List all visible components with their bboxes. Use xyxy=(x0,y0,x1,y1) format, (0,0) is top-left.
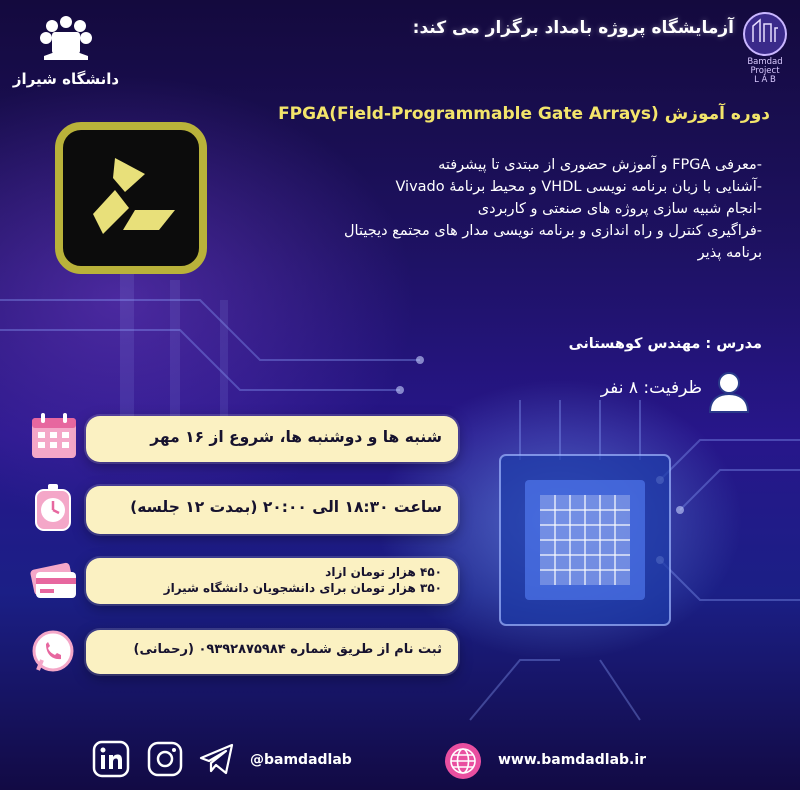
time-pill: ساعت ۱۸:۳۰ الی ۲۰:۰۰ (بمدت ۱۲ جلسه) xyxy=(86,486,458,534)
lab-logo-line-3: L A B xyxy=(754,75,776,85)
schedule-pill: شنبه ها و دوشنبه ها، شروع از ۱۶ مهر xyxy=(86,416,458,462)
price-line-1: ۴۵۰ هزار تومان ازاد xyxy=(325,565,442,579)
description-line-5: برنامه پذیر xyxy=(697,245,762,261)
calendar-icon xyxy=(28,410,80,462)
instagram-icon[interactable] xyxy=(146,740,184,778)
price-line-2: ۳۵۰ هزار تومان برای دانشجویان دانشگاه شیراز xyxy=(163,581,442,595)
capacity-text: ظرفیت: ۸ نفر xyxy=(600,378,702,398)
description-line-2: -آشنایی با زبان برنامه نویسی VHDL و محیط برنامهٔ Vivado xyxy=(395,179,762,195)
lab-logo-line-1: Bamdad xyxy=(747,57,783,67)
vivado-app-icon xyxy=(55,122,207,274)
lab-logo-text xyxy=(733,58,797,85)
course-description xyxy=(262,154,762,264)
shiraz-university-logo xyxy=(12,10,120,98)
person-icon xyxy=(706,368,752,414)
registration-pill: ثبت نام از طریق شماره ۰۹۳۹۲۸۷۵۹۸۴ (رحمانی) xyxy=(86,630,458,674)
chip-illustration xyxy=(500,455,670,625)
globe-icon xyxy=(443,741,483,781)
payment-card-icon xyxy=(28,556,80,606)
description-line-1: -معرفی FPGA و آموزش حضوری از مبتدی تا پیشرفته xyxy=(438,157,762,173)
course-title: دوره آموزش FPGA(Field-Programmable Gate Arrays) xyxy=(278,104,770,124)
header-title: آزمایشگاه پروژه بامداد برگزار می کند: xyxy=(412,18,734,38)
telegram-icon[interactable] xyxy=(198,740,236,778)
description-line-3: -انجام شبیه سازی پروژه های صنعتی و کاربردی xyxy=(477,201,762,217)
description-line-4: -فراگیری کنترل و راه اندازی و برنامه نویسی مدار های مجتمع دیجیتال xyxy=(344,223,762,239)
price-pill xyxy=(86,558,458,604)
whatsapp-icon[interactable] xyxy=(30,628,76,674)
university-logo-text: دانشگاه شیراز xyxy=(12,70,120,88)
teacher-name: مدرس : مهندس کوهستانی xyxy=(568,336,762,352)
lab-logo-line-2: Project xyxy=(750,66,780,76)
linkedin-icon[interactable] xyxy=(92,740,130,778)
vivado-logo-icon xyxy=(63,130,199,266)
social-handle[interactable]: @bamdadlab xyxy=(250,752,352,768)
website-link[interactable]: www.bamdadlab.ir xyxy=(498,752,647,768)
alarm-clock-icon xyxy=(30,482,76,534)
